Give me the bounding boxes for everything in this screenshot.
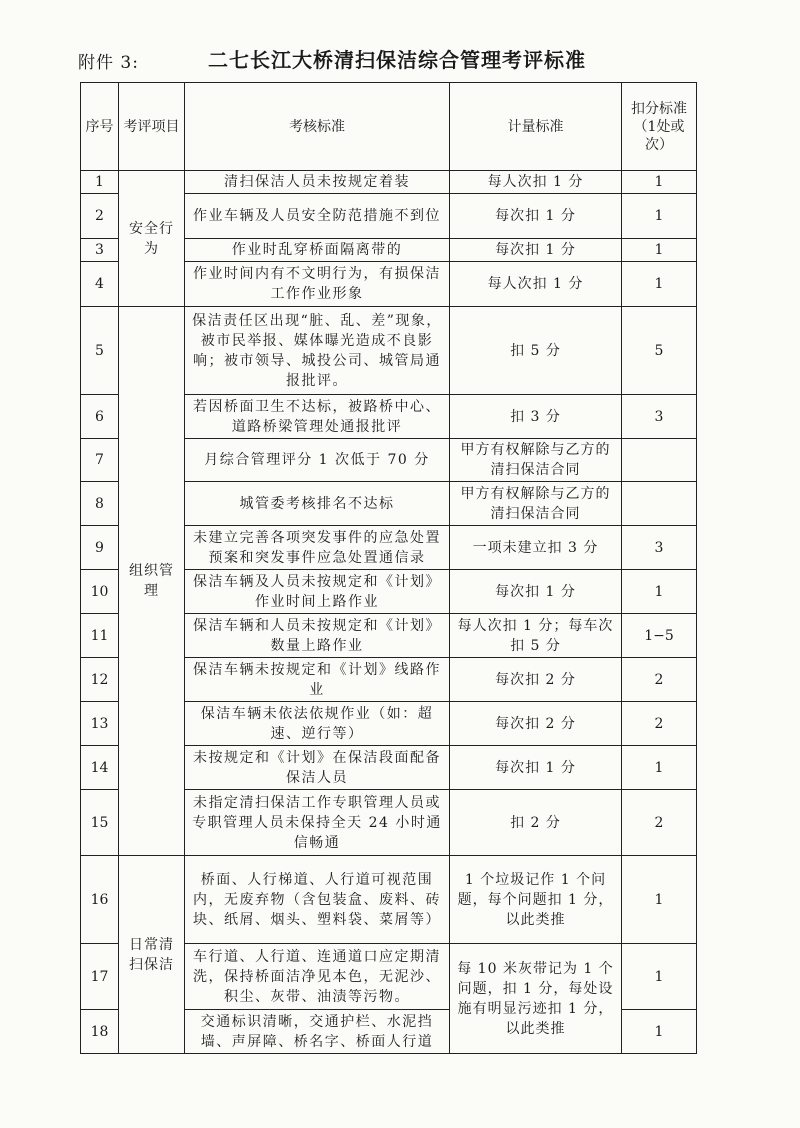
row-deduct: 1 <box>622 746 697 790</box>
row-measure: 每次扣 2 分 <box>450 658 622 702</box>
row-standard: 月综合管理评分 1 次低于 70 分 <box>185 439 450 482</box>
row-seq: 5 <box>81 307 119 395</box>
row-measure: 甲方有权解除与乙方的清扫保洁合同 <box>450 482 622 526</box>
row-seq: 4 <box>81 262 119 307</box>
row-standard: 交通标识清晰，交通护栏、水泥挡墙、声屏障、桥名字、桥面人行道 <box>185 1010 450 1054</box>
row-deduct: 1 <box>622 171 697 194</box>
row-seq: 10 <box>81 570 119 614</box>
header-standard: 考核标准 <box>185 83 450 171</box>
row-standard: 保洁车辆未按规定和《计划》线路作业 <box>185 658 450 702</box>
row-measure: 每次扣 1 分 <box>450 194 622 239</box>
row-seq: 2 <box>81 194 119 239</box>
row-deduct: 3 <box>622 395 697 439</box>
category-daily: 日常清扫保洁 <box>119 856 185 1054</box>
row-deduct <box>622 439 697 482</box>
row-standard: 作业车辆及人员安全防范措施不到位 <box>185 194 450 239</box>
row-standard: 未指定清扫保洁工作专职管理人员或专职管理人员未保持全天 24 小时通信畅通 <box>185 790 450 856</box>
table-row <box>81 171 697 194</box>
row-measure: 一项未建立扣 3 分 <box>450 526 622 570</box>
row-measure: 每人次扣 1 分 <box>450 262 622 307</box>
row-standard: 桥面、人行梯道、人行道可视范围内，无废弃物（含包装盒、废料、砖块、纸屑、烟头、塑料袋、菜屑等） <box>185 856 450 944</box>
row-seq: 18 <box>81 1010 119 1054</box>
row-measure: 每人次扣 1 分 <box>450 171 622 194</box>
table-row <box>81 307 697 395</box>
row-standard: 车行道、人行道、连通道口应定期清洗，保持桥面洁净见本色，无泥沙、积尘、灰带、油渍等污物。 <box>185 944 450 1010</box>
row-deduct: 1−5 <box>622 614 697 658</box>
row-measure: 扣 5 分 <box>450 307 622 395</box>
row-measure: 每人次扣 1 分；每车次扣 5 分 <box>450 614 622 658</box>
row-standard: 保洁责任区出现“脏、乱、差”现象，被市民举报、媒体曝光造成不良影响；被市领导、城投公司、城管局通报批评。 <box>185 307 450 395</box>
page-header <box>78 42 718 78</box>
attachment-label: 附件 3: <box>78 53 139 73</box>
row-standard: 作业时乱穿桥面隔离带的 <box>185 239 450 262</box>
row-deduct: 1 <box>622 570 697 614</box>
row-seq: 11 <box>81 614 119 658</box>
row-seq: 9 <box>81 526 119 570</box>
row-seq: 1 <box>81 171 119 194</box>
row-seq: 3 <box>81 239 119 262</box>
row-standard: 未建立完善各项突发事件的应急处置预案和突发事件应急处置通信录 <box>185 526 450 570</box>
header-seq: 序号 <box>81 83 119 171</box>
row-deduct: 1 <box>622 239 697 262</box>
header-measure: 计量标准 <box>450 83 622 171</box>
header-item: 考评项目 <box>119 83 185 171</box>
row-deduct: 3 <box>622 526 697 570</box>
row-deduct: 1 <box>622 194 697 239</box>
row-standard: 未按规定和《计划》在保洁段面配备保洁人员 <box>185 746 450 790</box>
stamp-mark-lower <box>772 430 800 520</box>
row-measure: 1 个垃圾记作 1 个问题，每个问题扣 1 分，以此类推 <box>450 856 622 944</box>
row-standard: 若因桥面卫生不达标，被路桥中心、道路桥梁管理处通报批评 <box>185 395 450 439</box>
row-seq: 7 <box>81 439 119 482</box>
evaluation-table <box>80 82 697 1054</box>
row-standard: 清扫保洁人员未按规定着装 <box>185 171 450 194</box>
row-deduct: 2 <box>622 790 697 856</box>
row-standard: 作业时间内有不文明行为，有损保洁工作作业形象 <box>185 262 450 307</box>
row-seq: 16 <box>81 856 119 944</box>
row-measure: 每次扣 1 分 <box>450 746 622 790</box>
row-deduct: 1 <box>622 856 697 944</box>
row-seq: 13 <box>81 702 119 746</box>
category-safety: 安全行为 <box>119 171 185 307</box>
row-standard: 保洁车辆未依法依规作业（如：超速、逆行等） <box>185 702 450 746</box>
row-measure: 扣 2 分 <box>450 790 622 856</box>
row-seq: 12 <box>81 658 119 702</box>
row-deduct: 1 <box>622 1010 697 1054</box>
row-deduct: 5 <box>622 307 697 395</box>
table-row <box>81 856 697 944</box>
row-measure: 扣 3 分 <box>450 395 622 439</box>
category-org: 组织管理 <box>119 307 185 856</box>
row-deduct: 2 <box>622 702 697 746</box>
row-deduct: 2 <box>622 658 697 702</box>
row-seq: 8 <box>81 482 119 526</box>
row-deduct: 1 <box>622 944 697 1010</box>
row-standard: 保洁车辆和人员未按规定和《计划》数量上路作业 <box>185 614 450 658</box>
row-seq: 17 <box>81 944 119 1010</box>
page-title: 二七长江大桥清扫保洁综合管理考评标准 <box>208 48 586 72</box>
row-standard: 城管委考核排名不达标 <box>185 482 450 526</box>
row-measure: 每次扣 2 分 <box>450 702 622 746</box>
row-seq: 14 <box>81 746 119 790</box>
stamp-mark-upper <box>772 190 800 320</box>
row-seq: 6 <box>81 395 119 439</box>
row-deduct: 1 <box>622 262 697 307</box>
row-deduct <box>622 482 697 526</box>
row-measure: 每次扣 1 分 <box>450 239 622 262</box>
table-header-row <box>81 83 697 171</box>
row-measure: 每次扣 1 分 <box>450 570 622 614</box>
row-measure: 甲方有权解除与乙方的清扫保洁合同 <box>450 439 622 482</box>
row-measure: 每 10 米灰带记为 1 个问题，扣 1 分，每处设施有明显污迹扣 1 分，以此类推 <box>450 944 622 1054</box>
header-deduct: 扣分标准（1处或次） <box>622 83 697 171</box>
row-standard: 保洁车辆及人员未按规定和《计划》作业时间上路作业 <box>185 570 450 614</box>
row-seq: 15 <box>81 790 119 856</box>
